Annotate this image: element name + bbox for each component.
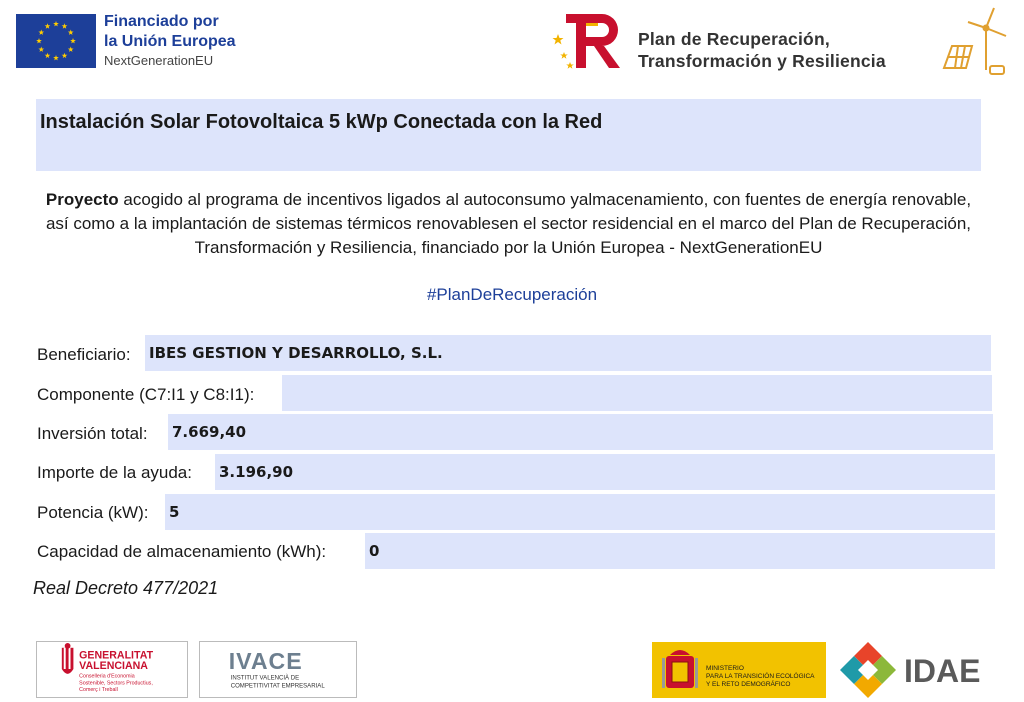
hashtag: #PlanDeRecuperación xyxy=(426,285,598,304)
project-description xyxy=(36,188,981,260)
inversion-field xyxy=(168,414,993,450)
importe-label: Importe de la ayuda: xyxy=(37,463,192,482)
project-text: acogido al programa de incentivos ligados al autoconsumo yalmacenamiento, con fuentes de energía renovable, así como a la implantación de sistemas térmicos renovablesen el sector residencial en el marco del Plan de Recuperación, Transformación y Resiliencia, financiado por la Unión Europea - NextGenerationEU xyxy=(45,190,972,257)
capacidad-value: 0 xyxy=(369,542,380,560)
capacidad-label: Capacidad de almacenamiento (kWh): xyxy=(37,542,327,561)
gva-line-2: VALENCIANA xyxy=(79,660,148,673)
gva-crest-icon xyxy=(62,643,74,674)
beneficiario-label: Beneficiario: xyxy=(37,345,131,364)
project-title: Instalación Solar Fotovoltaica 5 kWp Conectada con la Red xyxy=(40,111,603,133)
idae-name: IDAE xyxy=(904,653,981,689)
beneficiario-field xyxy=(145,335,991,371)
capacidad-field xyxy=(365,533,995,569)
importe-field xyxy=(215,454,995,490)
ministerio-line-1: MINISTERIO xyxy=(706,665,744,672)
ministerio-logo xyxy=(652,642,826,698)
componente-label: Componente (C7:I1 y C8:I1): xyxy=(37,385,255,404)
idae-logo xyxy=(838,640,1018,700)
project-bold-label: Proyecto xyxy=(45,190,119,209)
ivace-logo xyxy=(199,641,357,698)
spain-coat-of-arms-icon xyxy=(662,650,698,688)
eu-line-2: la Unión Europea xyxy=(104,33,236,50)
decree: Real Decreto 477/2021 xyxy=(33,578,219,598)
ivace-name: IVACE xyxy=(228,648,303,675)
solar-wind-icon xyxy=(938,6,1010,76)
idae-mark-icon xyxy=(840,642,896,698)
generalitat-logo xyxy=(36,641,188,698)
eu-flag-icon xyxy=(16,14,96,68)
title-box xyxy=(36,99,981,171)
ivace-sub-2: COMPETITIVITAT EMPRESARIAL xyxy=(230,683,325,690)
potencia-label: Potencia (kW): xyxy=(37,503,149,522)
gva-line-1: GENERALITAT xyxy=(79,649,154,662)
inversion-label: Inversión total: xyxy=(37,424,148,443)
plan-line-2: Transformación y Resiliencia xyxy=(638,51,886,71)
importe-value: 3.196,90 xyxy=(219,463,294,481)
potencia-value: 5 xyxy=(169,503,180,521)
ivace-sub-1: INSTITUT VALENCIÀ DE xyxy=(230,675,300,682)
eu-line-3: NextGenerationEU xyxy=(104,53,214,68)
gva-sub-3: Comerç i Treball xyxy=(79,687,118,694)
potencia-field xyxy=(165,494,995,530)
gva-sub-1: Conselleria d'Economia xyxy=(79,673,135,680)
ministerio-line-3: Y EL RETO DEMOGRÁFICO xyxy=(706,681,791,688)
eu-funding-text xyxy=(104,12,236,70)
gva-sub-2: Sostenible, Sectors Productius, xyxy=(79,680,153,687)
plan-recuperacion-text xyxy=(638,28,886,72)
tr-mark-icon xyxy=(552,12,624,70)
inversion-value: 7.669,40 xyxy=(172,423,247,441)
eu-line-1: Financiado por xyxy=(104,13,219,30)
ministerio-line-2: PARA LA TRANSICIÓN ECOLÓGICA xyxy=(706,673,815,680)
beneficiario-value: IBES GESTION Y DESARROLLO, S.L. xyxy=(149,344,443,362)
plan-line-1: Plan de Recuperación, xyxy=(638,29,830,49)
componente-field xyxy=(282,375,992,411)
